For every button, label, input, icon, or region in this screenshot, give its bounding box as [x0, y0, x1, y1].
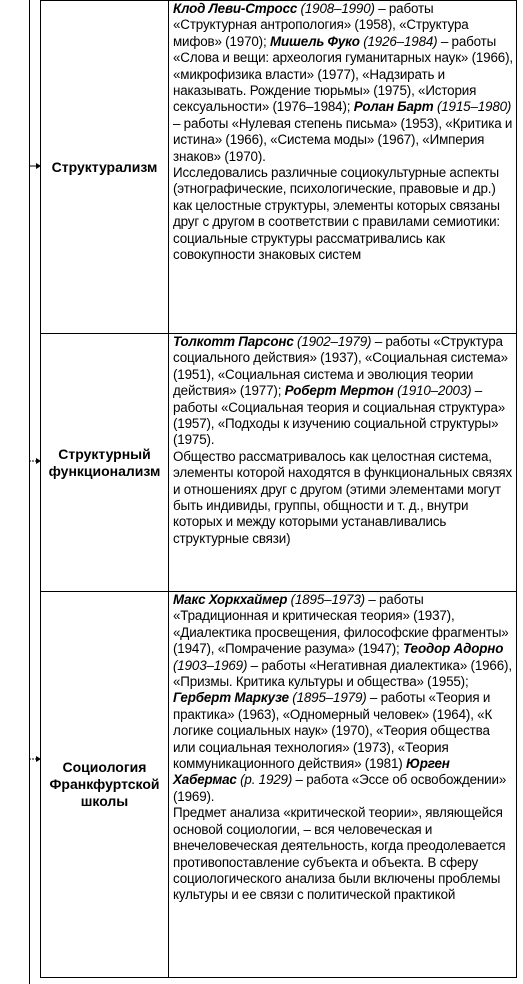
- table-row: [40, 591, 517, 978]
- works-text: – работы «Слова и вещи: археология гуманитарных наук» (1966), «микрофизика власти» (1977), «Надзирать и наказывать. Рождение тюрьмы» (1975), «История сексуальности» (1976–1984);: [173, 33, 513, 115]
- works-text: – работы «Социальная теория и социальная структура» (1957), «Подходы к изучению социальной структуры» (1975).: [173, 383, 506, 448]
- author-years: (1903–1969): [173, 657, 248, 673]
- works-text: – работы «Традиционная и критическая теория» (1937), «Диалектика просвещения, философские фрагменты» (1947), «Помрачение разума» (1947);: [173, 592, 509, 657]
- table-row: [40, 333, 517, 592]
- author-years: (1926–1984): [363, 33, 438, 49]
- works-text: – работы «Теория и практика» (1963), «Одномерный человек» (1964), «К логике социальных наук» (1970), «Теория общества или социальная технология» (1973), «Теория коммуникационного действия» (1981): [173, 690, 493, 772]
- author-name: Макс Хоркхаймер: [173, 592, 288, 607]
- row-label: Структурализм: [41, 1, 169, 333]
- timeline-line: [29, 0, 30, 984]
- row-label: Структурный функционализм: [41, 334, 169, 591]
- author-name: Теодор Адорно: [403, 641, 504, 657]
- row-description: Предмет анализа «критической теории», являющейся основой социологии, – вся человеческая и внечеловеческая деятельность, когда преодолевается противопоставление субъекта и объекта. В сферу социологического анализа были включены проблемы культуры и ее связи с политической практикой: [173, 805, 506, 903]
- row-text: [170, 334, 516, 591]
- author-name: Мишель Фуко: [269, 33, 360, 49]
- author-name: Герберт Маркузе: [173, 690, 289, 706]
- row-label: Социология Франкфуртской школы: [41, 592, 169, 977]
- author-name: Толкотт Парсонс: [173, 334, 294, 349]
- row-text: [170, 1, 516, 333]
- works-text: – работы «Структурная антропология» (1958), «Структура мифов» (1970);: [173, 1, 469, 49]
- author-years: (1895–1973): [290, 592, 365, 607]
- works-text: – работы «Негативная диалектика» (1966), «Призмы. Критика культуры и общества» (1955);: [173, 657, 512, 690]
- author-years: (1910–2003): [397, 383, 472, 399]
- row-description: Исследовались различные социокультурные аспекты (этнографические, психологические, правовые и др.) как целостные структуры, элементы которых связаны друг с другом в соответствии с правилами семиотики: социальные структуры рассматривались как совокупности знаковых систем: [173, 165, 501, 263]
- author-years: (1902–1979): [297, 334, 372, 349]
- row-description: Общество рассматривалось как целостная система, элементы которой находятся в функциональных связях и отношениях друг с другом (этими элементами могут быть индивиды, группы, общности и т. д., внутри которых и между которыми устанавливались структурные связи): [173, 448, 513, 546]
- author-years: (1908–1990): [300, 1, 375, 16]
- row-text: [170, 592, 516, 977]
- author-years: (1895–1979): [292, 690, 367, 706]
- works-text: – работы «Нулевая степень письма» (1953), «Критика и истина» (1966), «Система моды» (1967), «Империя знаков» (1970).: [173, 115, 513, 164]
- author-name: Юрген Хабермас: [173, 756, 450, 788]
- works-text: – работа «Эссе об освобождении» (1969).: [173, 772, 507, 804]
- works-text: – работы «Структура социального действия» (1937), «Социальная система» (1951), «Социальная система и эволюция теории действия» (1977);: [173, 334, 508, 399]
- table-row: [40, 0, 517, 334]
- author-name: Клод Леви-Стросс: [173, 1, 298, 16]
- author-years: (р. 1929): [240, 772, 293, 788]
- author-name: Роберт Мертон: [284, 383, 394, 399]
- author-name: Ролан Барт: [353, 99, 434, 115]
- author-years: (1915–1980): [436, 99, 512, 115]
